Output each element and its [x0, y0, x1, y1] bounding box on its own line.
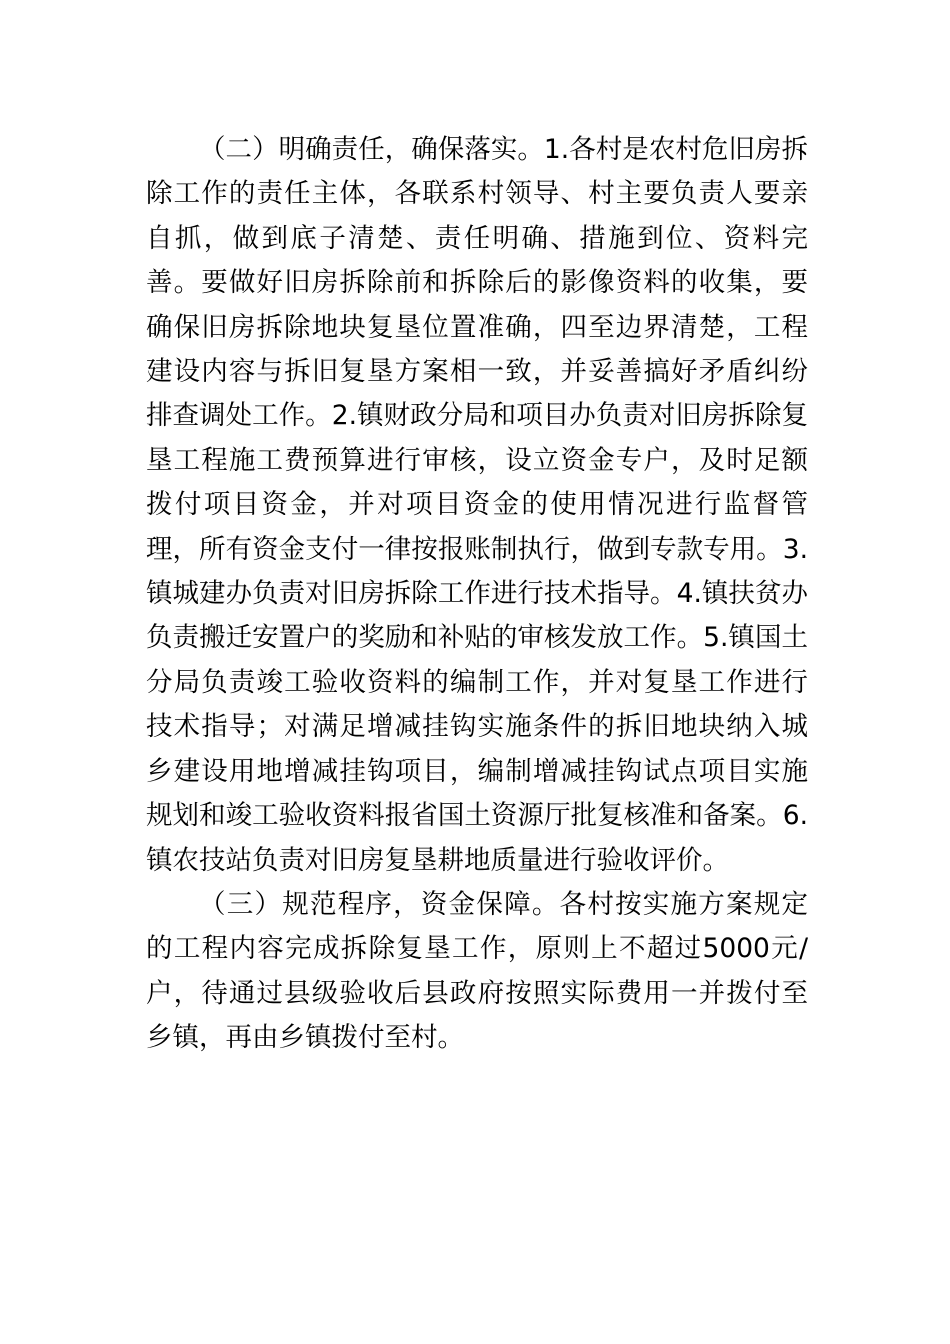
paragraph-responsibility: （二）明确责任，确保落实。1.各村是农村危旧房拆除工作的责任主体，各联系村领导、村主要负责人要亲自抓，做到底子清楚、责任明确、措施到位、资料完善。要做好旧房拆除前和拆除后的影像资料的收集，要确保旧房拆除地块复垦位置准确，四至边界清楚，工程建设内容与拆旧复垦方案相一致，并妥善搞好矛盾纠纷排查调处工作。2.镇财政分局和项目办负责对旧房拆除复垦工程施工费预算进行审核，设立资金专户，及时足额拨付项目资金，并对项目资金的使用情况进行监督管理，所有资金支付一律按报账制执行，做到专款专用。3.镇城建办负责对旧房拆除工作进行技术指导。4.镇扶贫办负责搬迁安置户的奖励和补贴的审核发放工作。5.镇国土分局负责竣工验收资料的编制工作，并对复垦工作进行技术指导；对满足增减挂钩实施条件的拆旧地块纳入城乡建设用地增减挂钩项目，编制增减挂钩试点项目实施规划和竣工验收资料报省国土资源厅批复核准和备案。6.镇农技站负责对旧房复垦耕地质量进行验收评价。: [146, 134, 808, 876]
paragraph-procedure-funding: （三）规范程序，资金保障。各村按实施方案规定的工程内容完成拆除复垦工作，原则上不超过5000元/户，待通过县级验收后县政府按照实际费用一并拨付至乡镇，再由乡镇拨付至村。: [146, 888, 808, 1054]
document-page: [146, 128, 808, 1061]
